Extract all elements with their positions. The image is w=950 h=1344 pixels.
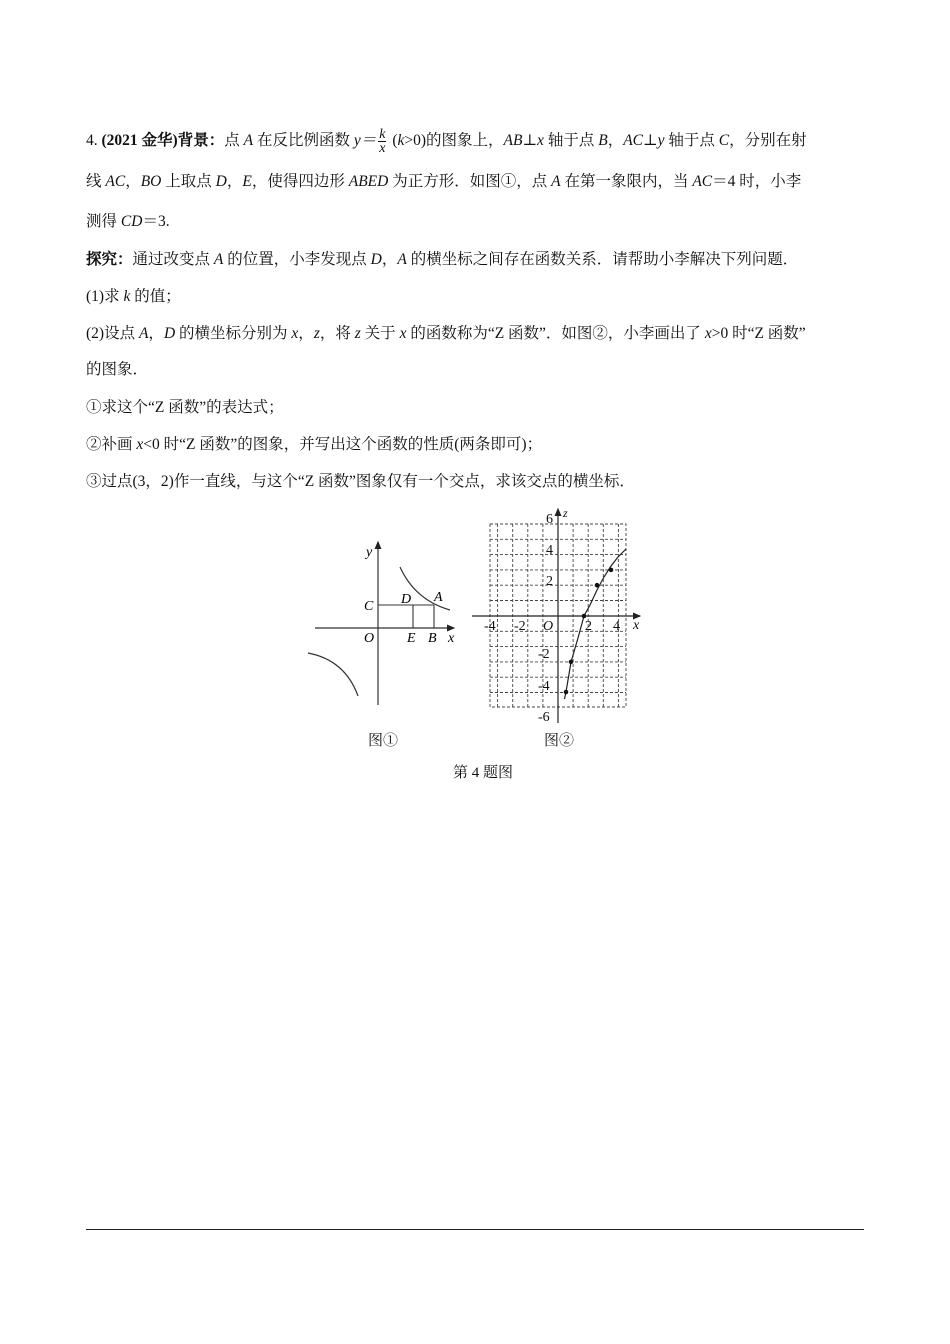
text: x [291,325,299,342]
tick-z-6: 6 [546,512,553,527]
background-label: 背景： [177,132,225,150]
text: ， [298,325,314,342]
label-A: A [434,590,443,605]
text: k [397,132,405,150]
text: 为正方形．如图①，点 [388,173,548,190]
text: 线 [86,173,102,190]
text: E [242,173,252,190]
question-2-sub-1 [86,398,284,418]
problem-number: 4. [86,132,98,150]
text: A [397,251,407,268]
text: ，将 [319,325,351,342]
text: ， [607,132,624,150]
question-2-sub-3 [86,472,635,492]
question-1 [86,287,181,307]
text: k [123,288,131,305]
tick-z-neg6: -6 [538,710,550,725]
text: 的横坐标分别为 [175,325,288,342]
fraction-k-over-x [378,128,386,155]
text: ②补画 [86,436,133,453]
problem-line-1 [86,128,807,155]
text: D [370,251,382,268]
text: ， [148,325,164,342]
text: ， [381,251,398,268]
label-C: C [364,599,374,614]
text: AB⊥x [503,132,544,150]
text: 轴于点 [543,132,595,150]
question-2-sub-2 [86,435,542,455]
text: ③过点(3，2)作一直线，与这个“Z 函数”图象仅有一个交点，求该交点的横坐标． [86,473,635,490]
text: >0 时“Z 函数” [711,325,806,342]
text: ＝4 时，小李 [712,173,802,190]
text: ，使得四边形 [251,173,345,190]
tick-z-2: 2 [546,574,553,589]
problem-line-2 [86,172,801,192]
text: ， [125,173,141,190]
text: x [704,325,712,342]
text: x [136,436,144,453]
figure-1-caption: 图① [368,733,399,749]
label-B: B [428,631,437,646]
explore-line [86,250,798,270]
figure-2-caption: 图② [544,733,575,749]
figure-1-hyperbola-diagram [300,530,470,705]
text: 的函数称为“Z 函数”．如图②，小李画出了 [406,325,701,342]
text: AC⊥y [623,132,665,150]
text: <0 时“Z 函数”的图象，并写出这个函数的性质(两条即可)； [143,436,543,453]
text: z [313,325,320,342]
text: 轴于点 [664,132,715,150]
text: A [138,325,149,342]
text: (2)设点 [86,325,136,342]
label-x: x [448,631,455,646]
text: ( [392,132,398,150]
label-O: O [364,631,375,646]
text: y＝ [353,132,377,150]
text: A [243,132,254,150]
text: 上取点 [161,173,212,190]
text: 测得 [86,213,118,230]
problem-source: (2021 金华) [101,132,178,150]
footer-divider [86,1229,864,1230]
text: 在第一象限内，当 [560,173,689,190]
text: 的横坐标之间存在函数关系．请帮助小李解决下列问题． [406,251,799,268]
text: D [215,173,227,190]
text: 通过改变点 [132,251,211,268]
fraction-numerator: k [379,127,386,142]
label-origin: O [543,619,554,634]
question-2-cont [86,360,148,380]
text: D [163,325,176,342]
text: AC [105,173,126,190]
text: B [598,132,608,150]
problem-line-3 [86,212,170,232]
tick-z-4: 4 [546,543,553,558]
text: 的图象． [86,361,149,378]
text: 的值； [130,288,181,305]
fraction-denominator: x [379,141,386,156]
label-y: y [366,545,373,560]
tick-x-2: 2 [585,619,592,634]
label-D: D [401,592,412,607]
text: (1)求 [86,288,120,305]
text: ， [226,173,243,190]
text: A [551,173,561,190]
question-2 [86,324,806,344]
hyperbola-branch-3 [308,653,358,696]
tick-x-neg2: -2 [514,619,526,634]
text: AC [692,173,713,190]
label-E: E [407,631,416,646]
tick-z-neg2: -2 [538,647,550,662]
tick-x-4: 4 [613,619,620,634]
text: CD [120,213,143,230]
text: 关于 [360,325,396,342]
tick-x-neg4: -4 [484,619,496,634]
text: 的位置，小李发现点 [223,251,367,268]
label-z: z [563,506,568,520]
text: 点 [224,132,240,150]
text: ，分别在射 [729,132,807,150]
label-x: x [633,618,640,633]
text: x [399,325,407,342]
explore-label: 探究： [86,251,133,268]
text: ＝3. [142,213,170,230]
text: >0)的图象上， [404,132,504,150]
text: A [213,251,224,268]
text: C [718,132,730,150]
figure-group-caption: 第 4 题图 [453,765,514,781]
tick-z-neg4: -4 [538,679,550,694]
text: z [354,325,361,342]
figure-2-z-function-graph [470,505,650,725]
text: ①求这个“Z 函数”的表达式； [86,399,284,416]
text: ABED [348,173,389,190]
text: BO [140,173,162,190]
text: 在反比例函数 [256,132,350,150]
